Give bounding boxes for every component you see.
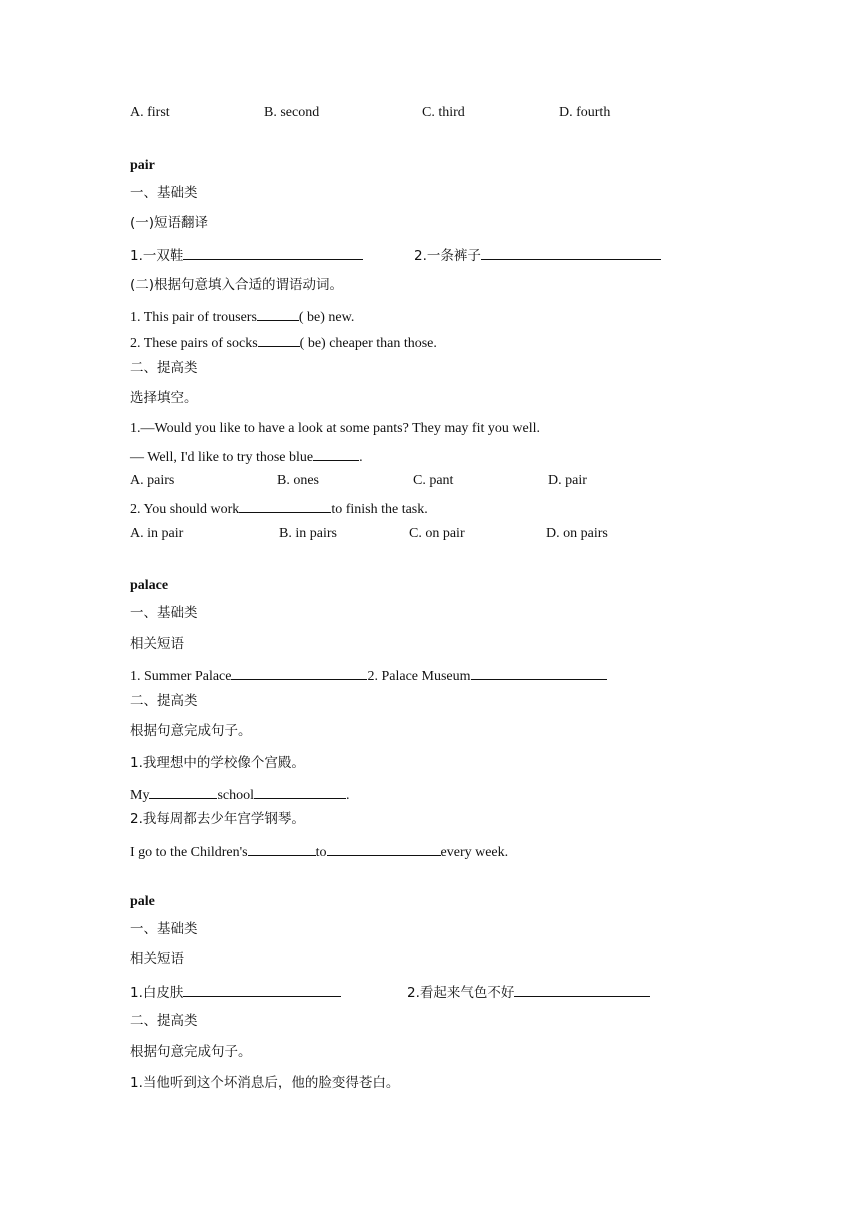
category-basic: 一、基础类 — [130, 605, 198, 621]
category-advanced: 二、提高类 — [130, 360, 198, 376]
sentence-2-english: I go to the Children's to every week. — [130, 841, 508, 862]
question-2: 2. These pairs of socks ( be) cheaper than those. — [130, 332, 437, 353]
option-b: B. second — [264, 105, 320, 120]
category-basic: 一、基础类 — [130, 185, 198, 201]
option-a: A. in pair — [130, 526, 184, 541]
answer-blank[interactable] — [471, 665, 607, 680]
category-advanced: 二、提高类 — [130, 693, 198, 709]
option-a: A. pairs — [130, 473, 175, 488]
answer-blank[interactable] — [258, 332, 300, 347]
answer-blank[interactable] — [254, 784, 346, 799]
phrase-item: 1. Summer Palace 2. Palace Museum — [130, 665, 607, 686]
sentence-1-chinese: 1.我理想中的学校像个宫殿。 — [130, 755, 305, 771]
answer-blank[interactable] — [313, 446, 359, 461]
option-d: D. fourth — [559, 105, 611, 120]
subsection-title: 相关短语 — [130, 636, 184, 652]
answer-blank[interactable] — [149, 784, 217, 799]
answer-blank[interactable] — [183, 982, 341, 997]
instruction: 选择填空。 — [130, 390, 198, 406]
option-c: C. pant — [413, 473, 454, 488]
sentence-2-chinese: 2.我每周都去少年宫学钢琴。 — [130, 811, 305, 827]
answer-blank[interactable] — [327, 841, 441, 856]
translation-item-2: 2.一条裤子 — [414, 245, 661, 265]
option-c: C. on pair — [409, 526, 465, 541]
subsection-title: 相关短语 — [130, 951, 184, 967]
answer-blank[interactable] — [183, 245, 363, 260]
mc-question-1: 1.—Would you like to have a look at some pants? They may fit you well. — [130, 421, 540, 436]
instruction: 根据句意完成句子。 — [130, 723, 252, 739]
phrase-item-1: 1.白皮肤 — [130, 982, 341, 1002]
option-c: C. third — [422, 105, 465, 120]
answer-blank[interactable] — [514, 982, 650, 997]
answer-blank[interactable] — [231, 665, 367, 680]
option-b: B. in pairs — [279, 526, 337, 541]
section-heading: palace — [130, 578, 169, 593]
mc-question-1-line2: — Well, I'd like to try those blue . — [130, 446, 363, 467]
option-d: D. pair — [548, 473, 587, 488]
question-1: 1. This pair of trousers ( be) new. — [130, 306, 354, 327]
mc-question-2: 2. You should work to finish the task. — [130, 498, 428, 519]
option-b: B. ones — [277, 473, 319, 488]
answer-blank[interactable] — [239, 498, 331, 513]
subsection-title: (一)短语翻译 — [130, 215, 209, 231]
subsection-title: (二)根据句意填入合适的谓语动词。 — [130, 277, 344, 293]
option-d: D. on pairs — [546, 526, 608, 541]
phrase-item-2: 2.看起来气色不好 — [407, 982, 650, 1002]
option-a: A. first — [130, 105, 170, 120]
sentence-1-english: My school . — [130, 784, 350, 805]
category-advanced: 二、提高类 — [130, 1013, 198, 1029]
instruction: 根据句意完成句子。 — [130, 1044, 252, 1060]
answer-blank[interactable] — [481, 245, 661, 260]
sentence-1-chinese: 1.当他听到这个坏消息后，他的脸变得苍白。 — [130, 1075, 400, 1091]
section-heading: pale — [130, 894, 155, 909]
translation-item-1: 1.一双鞋 — [130, 245, 363, 265]
answer-blank[interactable] — [257, 306, 299, 321]
answer-blank[interactable] — [248, 841, 316, 856]
section-heading: pair — [130, 158, 155, 173]
category-basic: 一、基础类 — [130, 921, 198, 937]
